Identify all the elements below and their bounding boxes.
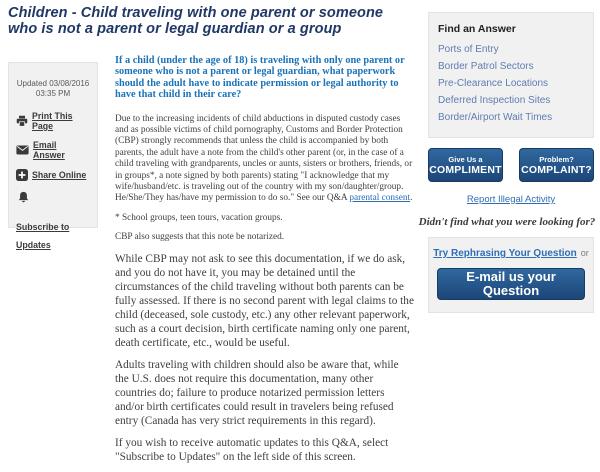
feedback-button-row (428, 148, 594, 182)
link-deferred-inspection-sites[interactable]: Deferred Inspection Sites (438, 95, 551, 106)
complaint-button-top-label: Problem? (539, 154, 574, 164)
email-question-box (428, 237, 594, 313)
paragraph-footnote: * School groups, teen tours, vacation groups. (115, 212, 283, 223)
share-plus-icon (16, 169, 28, 181)
bell-icon (17, 191, 90, 209)
print-this-page-label: Print This Page (32, 111, 73, 131)
subscribe-to-updates-link[interactable]: Subscribe to Updates (16, 222, 70, 250)
link-ports-of-entry[interactable]: Ports of Entry (438, 44, 499, 55)
envelope-icon (16, 145, 29, 155)
rephrase-row (429, 247, 593, 260)
email-question-button[interactable]: E-mail us your Question (437, 268, 585, 300)
compliment-button-top-label: Give Us a (448, 154, 483, 164)
link-border-patrol-sectors[interactable]: Border Patrol Sectors (438, 61, 534, 72)
rephrase-question-link[interactable]: Try Rephrasing Your Question (433, 248, 577, 259)
paragraph-subscribe-note: If you wish to receive automatic updates to this Q&A, select "Subscribe to Updates" on the left side of this screen. (115, 436, 389, 463)
paragraph-notarized: CBP also suggests that this note be notarized. (115, 232, 285, 243)
report-illegal-activity-link[interactable]: Report Illegal Activity (466, 194, 556, 205)
complaint-button-main-label: COMPLAINT? (521, 163, 592, 176)
find-an-answer-box (428, 12, 594, 138)
compliment-button[interactable] (428, 148, 503, 182)
share-online-link[interactable] (16, 169, 90, 181)
or-text: or (580, 248, 589, 258)
paragraph-detained: While CBP may not ask to see this documentation, if we do ask, and you do not have it, you may be detained until the circumstances of the child traveling without both parents can be fully assessed. If there is no second parent with legal claims to the child (deceased, sole custody, etc.) any other relevant paperwork, such as a court decision, birth certificate naming only one parent, death certificate, etc., would be useful. (115, 252, 414, 349)
question-heading: If a child (under the age of 18) is traveling with only one parent or someone who is not a parent or legal guardian, what paperwork should the adult have to indicate permission or legal authority to have that child in their care? (115, 55, 405, 101)
updated-date: Updated 03/08/2016 (16, 79, 90, 88)
page-title: Children - Child traveling with one parent or someone who is not a parent or legal guardian or a group (8, 5, 384, 37)
share-online-label: Share Online (32, 170, 87, 180)
complaint-button[interactable] (519, 148, 594, 182)
updated-time: 03:35 PM (35, 89, 71, 98)
email-answer-label: Email Answer (33, 140, 65, 160)
article-meta-box (8, 62, 98, 250)
paragraph-intro-text: Due to the increasing incidents of child abductions in disputed custody cases and as possible victims of child pornography, Customs and Border Protection (CBP) strongly recommends that unless the child is accompanied by both parents, the adult have a note from the child's other parent (or, in the case of a child traveling with grandparents, uncles or aunts, sisters or brothers, friends, or in groups*, a note signed by both parents) stating "I acknowledge that my wife/husband/etc. is traveling out of the country with my son/daughter/group. He/She/They has/have my permission to do so." See our Q&A (115, 113, 413, 204)
email-answer-link[interactable] (16, 140, 90, 160)
right-sidebar (418, 12, 596, 313)
paragraph-intro-period: . (410, 193, 413, 204)
link-pre-clearance-locations[interactable]: Pre-Clearance Locations (438, 78, 549, 89)
updated-timestamp (16, 79, 90, 99)
parental-consent-link[interactable]: parental consent (349, 193, 411, 204)
paragraph-other-countries: Adults traveling with children should also be aware that, while the U.S. does not require this documentation, many other countries do; failure to produce notarized permission letters and/or birth certificates could result in travelers being refused entry (Canada has very strict requirements in this regard). (115, 358, 399, 427)
find-an-answer-title: Find an Answer (438, 23, 516, 35)
link-border-airport-wait-times[interactable]: Border/Airport Wait Times (438, 112, 553, 123)
paragraph-intro (115, 114, 414, 205)
qa-content (115, 55, 414, 472)
printer-icon (16, 115, 28, 127)
not-found-text: Didn't find what you were looking for? (418, 216, 596, 228)
print-this-page-link[interactable] (16, 111, 90, 131)
compliment-button-main-label: COMPLIMENT (429, 163, 502, 176)
